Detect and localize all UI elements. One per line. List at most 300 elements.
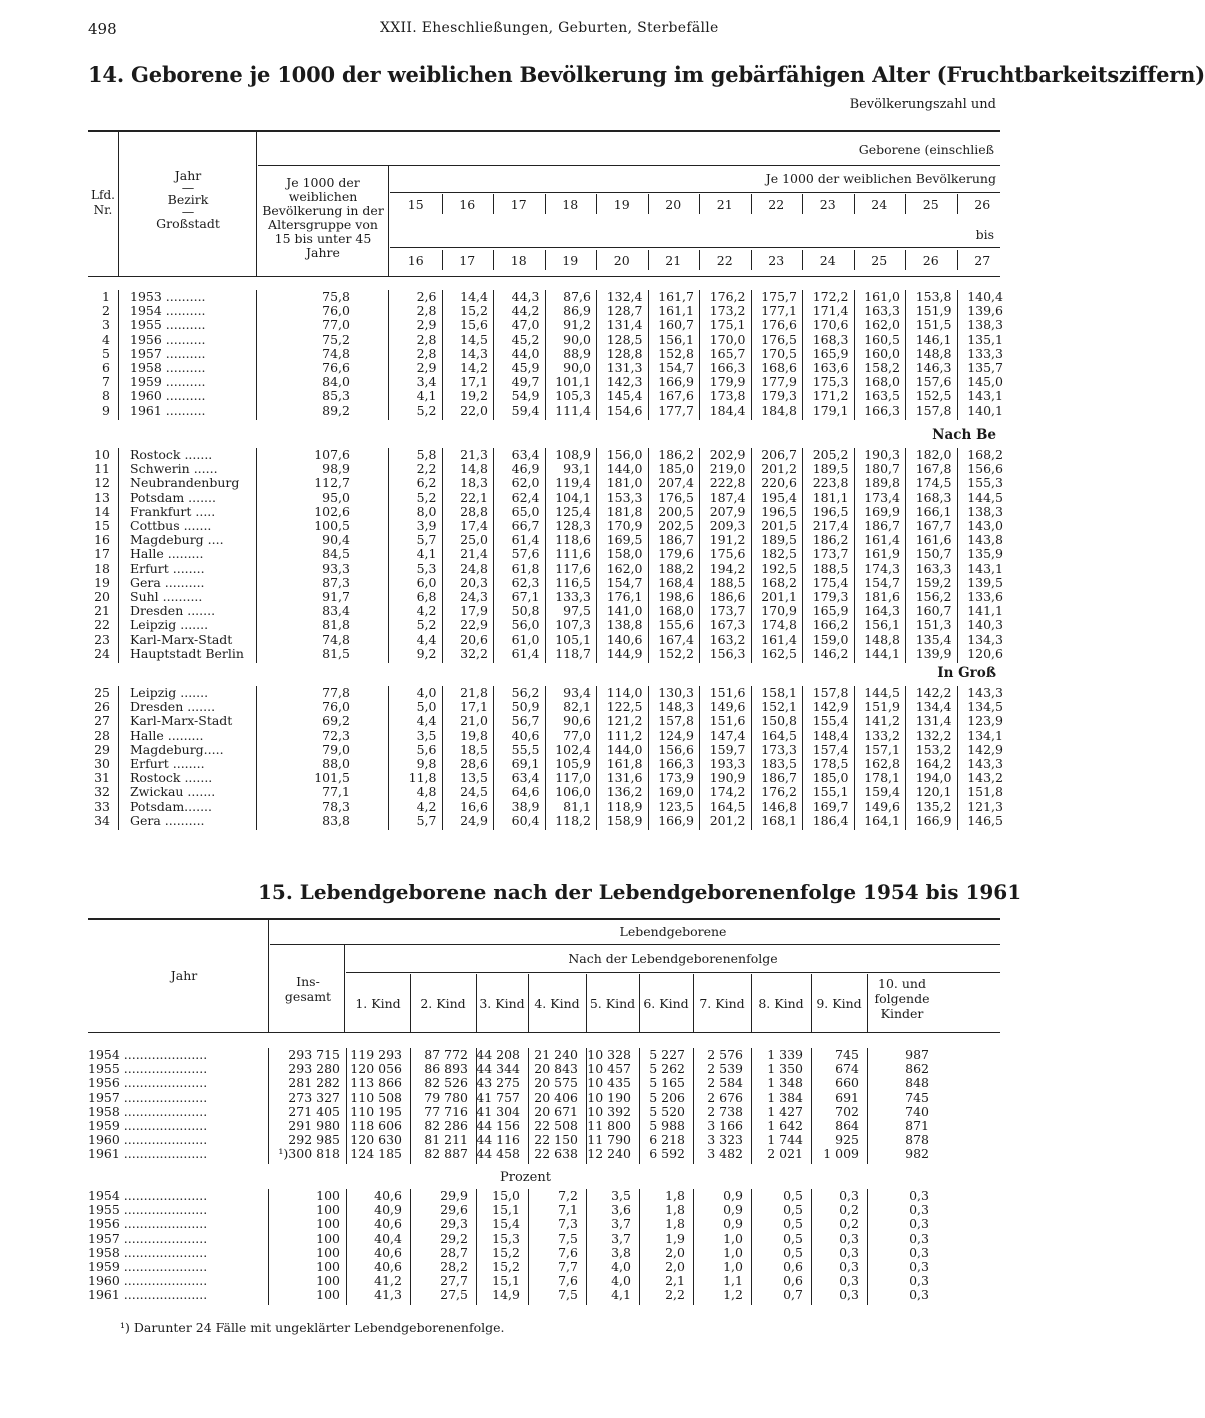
col-divider xyxy=(388,448,389,663)
cell-value: 139,5 xyxy=(967,574,1003,590)
cell-total: 75,2 xyxy=(322,331,350,347)
cell-value: 5,6 xyxy=(416,741,437,757)
cell-value: 189,8 xyxy=(864,475,900,491)
cell-value: 170,6 xyxy=(812,317,849,333)
cell-value: 177,7 xyxy=(658,402,694,418)
cell-value: 87,6 xyxy=(563,289,591,304)
col-divider xyxy=(751,974,752,1032)
cell-value: 158,9 xyxy=(606,812,643,828)
cell-value: 120 630 xyxy=(350,1132,402,1148)
cell-value: 4,0 xyxy=(611,1259,631,1274)
cell-value: 120,1 xyxy=(915,784,952,800)
age-from-label: 20 xyxy=(665,197,682,212)
cell-value: 160,0 xyxy=(864,345,900,361)
cell-value: 21,0 xyxy=(460,713,488,729)
cell-value: 220,6 xyxy=(761,475,797,491)
rule xyxy=(258,165,1000,166)
col-divider xyxy=(256,290,257,420)
cell-value: 111,4 xyxy=(555,402,591,418)
cell-value: 10 435 xyxy=(587,1075,631,1091)
row-number: 25 xyxy=(94,685,110,700)
row-number: 27 xyxy=(94,713,110,729)
cell-total: 87,3 xyxy=(322,574,350,590)
col-divider xyxy=(751,1048,752,1164)
cell-value: 196,5 xyxy=(761,503,797,519)
cell-value: 146,3 xyxy=(915,360,952,375)
cell-value: 21,8 xyxy=(460,685,488,700)
cell-value: 167,8 xyxy=(915,461,952,477)
cell-value: 167,4 xyxy=(658,631,694,647)
cell-value: 135,9 xyxy=(967,546,1003,562)
cell-value: 10 392 xyxy=(587,1103,631,1119)
cell-value: 140,3 xyxy=(967,617,1003,633)
row-number: 29 xyxy=(94,741,110,757)
cell-value: 163,3 xyxy=(915,560,952,576)
cell-value: 132,4 xyxy=(606,289,643,304)
cell-value: 745 xyxy=(835,1047,859,1062)
cell-value: 0,5 xyxy=(783,1188,803,1203)
col-divider xyxy=(648,448,649,663)
cell-value: 16,6 xyxy=(460,798,488,814)
age-to-label: 23 xyxy=(768,253,785,268)
cell-value: 201,5 xyxy=(761,518,797,533)
cell-total: 95,0 xyxy=(322,489,350,505)
cell-total: 72,3 xyxy=(322,727,350,743)
cell-total: 100 xyxy=(316,1202,340,1218)
cell-total: 74,8 xyxy=(322,631,350,647)
cell-value: 131,4 xyxy=(606,317,643,333)
cell-value: 3,5 xyxy=(611,1188,631,1203)
cell-value: 81,1 xyxy=(563,798,591,814)
col-divider xyxy=(268,919,269,1032)
cell-value: 175,7 xyxy=(761,289,797,304)
cell-value: 158,1 xyxy=(761,685,797,700)
cell-value: 166,1 xyxy=(915,503,952,519)
cell-value: 1 642 xyxy=(767,1118,803,1133)
col-divider xyxy=(410,1048,411,1164)
cell-value: 166,3 xyxy=(709,360,746,375)
cell-value: 152,8 xyxy=(658,345,694,361)
cell-value: 143,1 xyxy=(967,388,1003,404)
cell-value: 125,4 xyxy=(555,503,591,519)
age-from-label: 26 xyxy=(974,197,991,212)
cell-total: 273 327 xyxy=(288,1089,340,1105)
cell-value: 163,6 xyxy=(812,360,849,375)
cell-value: 198,6 xyxy=(658,589,694,604)
cell-value: 0,3 xyxy=(909,1230,929,1246)
cell-value: 190,3 xyxy=(864,447,900,462)
header-lebendgeborene: Lebendgeborene xyxy=(619,924,727,939)
cell-value: 7,5 xyxy=(558,1287,578,1303)
cell-total: 74,8 xyxy=(322,345,350,361)
cell-value: 167,7 xyxy=(915,518,952,533)
col-divider xyxy=(751,290,752,420)
cell-total: 98,9 xyxy=(322,461,350,477)
cell-value: 87 772 xyxy=(424,1047,468,1062)
cell-value: 117,0 xyxy=(555,770,591,786)
cell-value: 2,0 xyxy=(665,1259,685,1274)
col-divider xyxy=(410,974,411,1032)
cell-value: 3 166 xyxy=(707,1118,743,1133)
cell-value: 2 676 xyxy=(707,1089,743,1105)
cell-value: 134,1 xyxy=(967,727,1003,743)
cell-value: 144,0 xyxy=(606,461,643,477)
row-label: 1958 ..................... xyxy=(88,1244,208,1260)
cell-value: 116,5 xyxy=(555,574,591,590)
row-number: 26 xyxy=(94,699,110,715)
kind-header: 10. und folgende Kinder xyxy=(874,976,930,1021)
cell-value: 41,2 xyxy=(374,1273,402,1289)
cell-value: 14,8 xyxy=(460,461,488,477)
cell-value: 19,2 xyxy=(460,388,488,404)
cell-value: 223,8 xyxy=(812,475,849,491)
cell-value: 169,7 xyxy=(812,798,849,814)
hdr-line: Jahr xyxy=(174,168,202,183)
cell-value: 118,2 xyxy=(555,812,591,828)
row-number: 28 xyxy=(94,727,110,743)
cell-value: 207,9 xyxy=(709,503,746,519)
cell-total: 100 xyxy=(316,1259,340,1274)
cell-value: 1 339 xyxy=(767,1047,803,1062)
cell-value: 77 716 xyxy=(424,1103,468,1119)
cell-value: 0,3 xyxy=(909,1188,929,1203)
cell-value: 166,9 xyxy=(658,374,694,390)
cell-value: 206,7 xyxy=(761,447,797,462)
cell-value: 170,5 xyxy=(761,345,797,361)
col-header-total: Ins- gesamt xyxy=(284,974,332,1004)
cell-value: 1 384 xyxy=(767,1089,803,1105)
cell-value: 143,0 xyxy=(967,518,1003,533)
row-label: Frankfurt ..... xyxy=(130,503,216,519)
cell-total: 90,4 xyxy=(322,532,350,548)
cell-value: 47,0 xyxy=(511,317,540,333)
cell-value: 117,6 xyxy=(555,560,591,576)
cell-total: 293 280 xyxy=(288,1061,340,1077)
cell-value: 3,9 xyxy=(416,518,437,533)
cell-value: 0,7 xyxy=(783,1287,803,1303)
cell-value: 133,6 xyxy=(967,589,1003,604)
cell-value: 32,2 xyxy=(460,645,488,661)
rule xyxy=(88,1032,1000,1033)
row-label: 1953 .......... xyxy=(130,289,206,304)
cell-value: 165,9 xyxy=(812,345,849,361)
col-divider xyxy=(493,290,494,420)
cell-value: 11 800 xyxy=(587,1118,631,1133)
age-from-label: 17 xyxy=(510,197,527,212)
cell-value: 8,0 xyxy=(416,503,437,519)
cell-value: 151,9 xyxy=(915,303,952,319)
cell-value: 114,0 xyxy=(606,685,643,700)
col-divider xyxy=(256,686,257,830)
age-from-label: 21 xyxy=(716,197,733,212)
cell-value: 64,6 xyxy=(511,784,540,800)
cell-value: 108,9 xyxy=(555,447,591,462)
cell-value: 0,3 xyxy=(909,1259,929,1274)
cell-value: 15,2 xyxy=(460,303,488,319)
col-divider xyxy=(528,1189,529,1305)
table-14-title: 14. Geborene je 1000 der weiblichen Bevölkerung im gebärfähigen Alter (Fruchtbarkeitsziffern) xyxy=(88,62,1205,87)
cell-value: 166,2 xyxy=(812,617,849,633)
cell-value: 2,0 xyxy=(665,1244,685,1260)
cell-total: 78,3 xyxy=(322,798,350,814)
cell-total: 293 715 xyxy=(288,1047,340,1062)
rule xyxy=(270,944,1000,945)
cell-value: 145,4 xyxy=(606,388,643,404)
row-number: 1 xyxy=(102,289,110,304)
age-to-label: 21 xyxy=(665,253,682,268)
row-label: 1957 .......... xyxy=(130,345,206,361)
row-number: 21 xyxy=(94,603,110,619)
cell-value: 22,9 xyxy=(460,617,488,633)
col-divider xyxy=(268,1189,269,1305)
cell-total: 101,5 xyxy=(314,770,350,786)
cell-value: 2,9 xyxy=(416,317,437,333)
row-label: Erfurt ........ xyxy=(130,756,205,771)
cell-value: 146,2 xyxy=(812,645,849,661)
cell-value: 207,4 xyxy=(658,475,694,491)
cell-value: 123,5 xyxy=(658,798,694,814)
cell-value: 217,4 xyxy=(812,518,849,533)
cell-value: 5,8 xyxy=(416,447,437,462)
cell-value: 167,3 xyxy=(709,617,746,633)
cell-value: 6 592 xyxy=(649,1146,685,1162)
cell-value: 3,8 xyxy=(611,1244,631,1260)
row-label: Suhl .......... xyxy=(130,589,203,604)
col-divider xyxy=(476,1048,477,1164)
cell-value: 143,8 xyxy=(967,532,1003,548)
cell-value: 179,3 xyxy=(812,589,849,604)
cell-value: 133,3 xyxy=(967,345,1003,361)
age-from-label: 15 xyxy=(407,197,424,212)
cell-total: 76,0 xyxy=(322,699,350,715)
col-divider xyxy=(639,1189,640,1305)
cell-value: 7,7 xyxy=(558,1259,578,1274)
cell-value: 864 xyxy=(835,1118,859,1133)
row-number: 15 xyxy=(94,518,110,533)
col-divider xyxy=(256,131,257,276)
col-divider xyxy=(545,448,546,663)
cell-value: 140,4 xyxy=(967,289,1003,304)
cell-value: 173,8 xyxy=(709,388,746,404)
cell-value: 0,5 xyxy=(783,1202,803,1218)
cell-value: 66,7 xyxy=(511,518,540,533)
cell-value: 15,1 xyxy=(492,1273,520,1289)
cell-value: 168,4 xyxy=(658,574,694,590)
cell-value: 158,2 xyxy=(864,360,900,375)
cell-value: 0,6 xyxy=(783,1259,803,1274)
cell-value: 5,7 xyxy=(416,812,437,828)
cell-value: 6,8 xyxy=(416,589,437,604)
row-label: Leipzig ....... xyxy=(130,617,209,633)
cell-value: 1 009 xyxy=(823,1146,859,1162)
cell-value: 17,1 xyxy=(460,374,488,390)
row-number: 12 xyxy=(94,475,110,491)
rule xyxy=(88,130,1000,132)
cell-value: 0,3 xyxy=(909,1273,929,1289)
cell-value: 154,6 xyxy=(606,402,643,418)
row-label: 1958 .......... xyxy=(130,360,206,375)
cell-value: 20 671 xyxy=(534,1103,578,1119)
cell-value: 179,6 xyxy=(658,546,694,562)
rule xyxy=(390,192,1000,193)
cell-value: 189,5 xyxy=(812,461,849,477)
col-divider xyxy=(346,1048,347,1164)
cell-value: 181,8 xyxy=(606,503,643,519)
cell-value: 176,6 xyxy=(761,317,797,333)
cell-value: 65,0 xyxy=(511,503,540,519)
cell-value: 142,3 xyxy=(606,374,643,390)
col-divider xyxy=(648,290,649,420)
header-bis: bis xyxy=(975,227,994,242)
row-label: 1961 ..................... xyxy=(88,1287,208,1303)
cell-value: 5 206 xyxy=(649,1089,685,1105)
col-divider xyxy=(957,448,958,663)
cell-value: 4,2 xyxy=(416,798,437,814)
cell-value: 139,6 xyxy=(967,303,1003,319)
row-label: Magdeburg..... xyxy=(130,741,224,757)
cell-value: 61,0 xyxy=(511,631,540,647)
col-divider xyxy=(639,1048,640,1164)
cell-value: 142,2 xyxy=(915,685,952,700)
cell-value: 179,3 xyxy=(761,388,797,404)
cell-value: 128,8 xyxy=(606,345,643,361)
cell-value: 5,0 xyxy=(416,699,437,715)
cell-value: 925 xyxy=(835,1132,859,1148)
cell-value: 119 293 xyxy=(350,1047,402,1062)
cell-value: 184,8 xyxy=(761,402,797,418)
cell-value: 61,8 xyxy=(511,560,540,576)
cell-value: 164,5 xyxy=(761,727,797,743)
cell-value: 0,3 xyxy=(839,1188,859,1203)
cell-value: 170,9 xyxy=(761,603,797,619)
cell-value: 118,7 xyxy=(555,645,591,661)
cell-value: 191,2 xyxy=(709,532,746,548)
row-number: 24 xyxy=(94,645,110,661)
cell-value: 175,3 xyxy=(812,374,849,390)
cell-value: 151,6 xyxy=(709,685,746,700)
age-from-label: 25 xyxy=(922,197,939,212)
cell-value: 148,8 xyxy=(915,345,952,361)
cell-value: 165,9 xyxy=(812,603,849,619)
cell-value: 17,4 xyxy=(460,518,488,533)
age-to-label: 20 xyxy=(613,253,630,268)
cell-value: 162,0 xyxy=(606,560,643,576)
cell-value: 150,7 xyxy=(915,546,952,562)
cell-value: 133,3 xyxy=(555,589,591,604)
cell-total: 107,6 xyxy=(314,447,350,462)
cell-value: 156,1 xyxy=(864,617,900,633)
cell-total: 69,2 xyxy=(322,713,350,729)
cell-value: 40,6 xyxy=(374,1259,402,1274)
cell-value: 44 458 xyxy=(476,1146,520,1162)
row-label: Hauptstadt Berlin xyxy=(130,645,244,661)
cell-value: 40,9 xyxy=(374,1202,402,1218)
cell-value: 2,1 xyxy=(665,1273,685,1289)
row-label: Potsdam ....... xyxy=(130,489,216,505)
cell-value: 144,0 xyxy=(606,741,643,757)
col-header-nr: Lfd. Nr. xyxy=(91,188,115,217)
cell-value: 18,5 xyxy=(460,741,488,757)
row-label: 1961 .......... xyxy=(130,402,206,418)
cell-total: 76,0 xyxy=(322,303,350,319)
row-label: Schwerin ...... xyxy=(130,461,218,477)
cell-value: 2,8 xyxy=(416,303,437,319)
col-divider xyxy=(545,290,546,420)
cell-value: 124 185 xyxy=(350,1146,402,1162)
row-number: 7 xyxy=(102,374,110,390)
cell-value: 56,7 xyxy=(511,713,540,729)
cell-total: ¹)300 818 xyxy=(278,1146,340,1162)
cell-value: 22 150 xyxy=(534,1132,578,1148)
cell-value: 161,1 xyxy=(658,303,694,319)
col-divider xyxy=(867,1189,868,1305)
cell-value: 155,3 xyxy=(967,475,1003,491)
age-from-label: 23 xyxy=(819,197,836,212)
cell-value: 168,0 xyxy=(658,603,694,619)
cell-value: 6,2 xyxy=(416,475,437,491)
age-to-label: 26 xyxy=(922,253,939,268)
row-label: Cottbus ....... xyxy=(130,518,212,533)
cell-value: 56,0 xyxy=(511,617,540,633)
cell-total: 77,8 xyxy=(322,685,350,700)
kind-header: 4. Kind xyxy=(534,996,580,1011)
cell-value: 1,0 xyxy=(723,1230,743,1246)
age-to-label: 18 xyxy=(510,253,527,268)
cell-value: 175,6 xyxy=(709,546,746,562)
cell-value: 0,3 xyxy=(839,1244,859,1260)
cell-value: 194,0 xyxy=(915,770,952,786)
cell-value: 135,7 xyxy=(967,360,1003,375)
footnote: ¹) Darunter 24 Fälle mit ungeklärter Lebendgeborenenfolge. xyxy=(120,1320,505,1335)
row-number: 16 xyxy=(94,532,110,548)
cell-value: 166,3 xyxy=(658,756,694,771)
row-number: 2 xyxy=(102,303,110,319)
row-label: 1954 ..................... xyxy=(88,1047,208,1062)
cell-value: 161,6 xyxy=(915,532,952,548)
cell-value: 55,5 xyxy=(511,741,540,757)
cell-value: 10 457 xyxy=(587,1061,631,1077)
cell-value: 171,2 xyxy=(812,388,849,404)
cell-value: 62,0 xyxy=(511,475,540,491)
row-number: 6 xyxy=(102,360,110,375)
hdr-line: Bezirk xyxy=(167,192,209,207)
section-label-prozent: Prozent xyxy=(500,1170,551,1185)
cell-value: 134,5 xyxy=(967,699,1003,715)
cell-value: 1,8 xyxy=(665,1188,685,1203)
cell-value: 166,9 xyxy=(658,812,694,828)
cell-value: 86,9 xyxy=(563,303,591,319)
cell-value: 45,9 xyxy=(511,360,540,375)
cell-value: 118,6 xyxy=(555,532,591,548)
cell-value: 185,0 xyxy=(812,770,849,786)
row-label: 1957 ..................... xyxy=(88,1089,208,1105)
cell-value: 173,9 xyxy=(658,770,694,786)
row-number: 10 xyxy=(94,447,110,462)
cell-value: 702 xyxy=(835,1103,859,1119)
cell-value: 1,2 xyxy=(723,1287,743,1303)
cell-value: 176,2 xyxy=(709,289,746,304)
row-number: 19 xyxy=(94,574,110,590)
cell-value: 168,3 xyxy=(915,489,952,505)
cell-value: 105,9 xyxy=(555,756,591,771)
cell-value: 194,2 xyxy=(709,560,746,576)
cell-value: 186,6 xyxy=(709,589,746,604)
col-divider xyxy=(118,686,119,830)
row-label: Halle ......... xyxy=(130,727,204,743)
cell-value: 0,3 xyxy=(909,1216,929,1232)
cell-value: 155,4 xyxy=(812,713,849,729)
cell-value: 121,2 xyxy=(606,713,643,729)
